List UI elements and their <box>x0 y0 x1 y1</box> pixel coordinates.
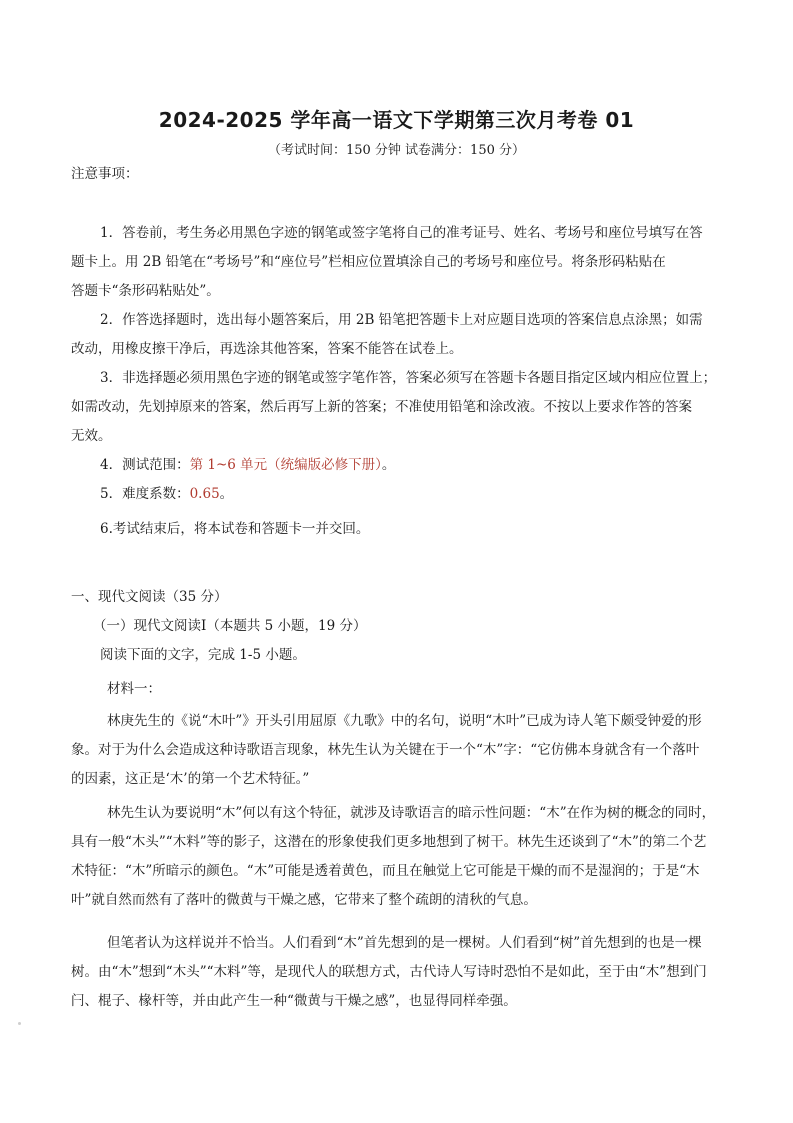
passage-p3-line-2: 树。由“木”想到“木头”“木料”等，是现代人的联想方式，古代诗人写诗时恐怕不是如此，至于由“木”想到门 <box>71 964 707 980</box>
passage-p2-line-2: 具有一般“木头”“木料”等的影子，这潜在的形象使我们更多地想到了树干。林先生还谈到了“木”的第二个艺 <box>71 834 707 850</box>
page-mark <box>18 1022 21 1025</box>
passage-p3-line-3: 闩、棍子、椽杆等，并由此产生一种“微黄与干燥之感”，也显得同样牵强。 <box>71 993 517 1009</box>
notice-item-6: 6.考试结束后，将本试卷和答题卡一并交回。 <box>100 521 370 537</box>
subsection-heading: （一）现代文阅读Ⅰ（本题共 5 小题，19 分） <box>93 618 367 634</box>
passage-p2-line-4: 叶”就自然而然有了落叶的微黄与干燥之感，它带来了整个疏朗的清秋的气息。 <box>71 892 537 908</box>
passage-p3-line-1: 但笔者认为这样说并不恰当。人们看到“木”首先想到的是一棵树。人们看到“树”首先想到的也是一棵 <box>107 935 702 951</box>
notice-item-2-line-1: 2．作答选择题时，选出每小题答案后，用 2B 铅笔把答题卡上对应题目选项的答案信息点涂黑；如需 <box>100 312 703 328</box>
exam-title: 2024-2025 学年高一语文下学期第三次月考卷 01 <box>158 108 635 132</box>
passage-p1-line-1: 林庚先生的《说“木叶”》开头引用屈原《九歌》中的名句，说明“木叶”已成为诗人笔下颇受钟爱的形 <box>107 713 702 729</box>
notice-item-3-line-1: 3．非选择题必须用黑色字迹的钢笔或签字笔作答，答案必须写在答题卡各题目指定区域内相应位置上； <box>100 370 717 386</box>
difficulty-label: 5．难度系数： <box>100 486 190 502</box>
test-scope-suffix: 。 <box>381 457 396 473</box>
passage-p1-line-2: 象。对于为什么会造成这种诗歌语言现象，林先生认为关键在于一个“木”字：“它仿佛本身就含有一个落叶 <box>71 742 700 758</box>
notice-item-1-line-3: 答题卡“条形码粘贴处”。 <box>71 283 220 299</box>
test-scope-label: 4．测试范围： <box>100 457 190 473</box>
notice-item-4 <box>100 456 395 474</box>
notice-item-1-line-1: 1．答卷前，考生务必用黑色字迹的钢笔或签字笔将自己的准考证号、姓名、考场号和座位号填写在答 <box>100 225 703 241</box>
notice-item-3-line-3: 无效。 <box>71 428 112 444</box>
reading-instruction: 阅读下面的文字，完成 1-5 小题。 <box>100 647 306 663</box>
passage-p2-line-3: 术特征：“木”所暗示的颜色。“木”可能是透着黄色，而且在触觉上它可能是干燥的而不是湿润的；于是“木 <box>71 863 700 879</box>
passage-p1-line-3: 的因素，这正是‘木’的第一个艺术特征。” <box>71 771 310 787</box>
test-scope-value: 第 1~6 单元（统编版必修下册） <box>189 457 382 473</box>
notice-heading: 注意事项： <box>71 166 139 182</box>
notice-item-5 <box>100 485 233 503</box>
notice-item-1-line-2: 题卡上。用 2B 铅笔在“考场号”和“座位号”栏相应位置填涂自己的考场号和座位号。将条形码粘贴在 <box>71 254 666 270</box>
passage-p2-line-1: 林先生认为要说明“木”何以有这个特征，就涉及诗歌语言的暗示性问题：“木”在作为树的概念的同时， <box>107 805 716 821</box>
notice-item-3-line-2: 如需改动，先划掉原来的答案，然后再写上新的答案；不准使用铅笔和涂改液。不按以上要求作答的答案 <box>71 399 692 415</box>
difficulty-suffix: 。 <box>219 486 234 502</box>
notice-item-2-line-2: 改动，用橡皮擦干净后，再选涂其他答案，答案不能答在试卷上。 <box>71 341 463 357</box>
exam-subtitle: （考试时间：150 分钟 试卷满分：150 分） <box>267 143 526 158</box>
material-label: 材料一： <box>107 681 161 697</box>
section-heading: 一、现代文阅读（35 分） <box>71 589 228 605</box>
difficulty-value: 0.65 <box>189 486 220 502</box>
